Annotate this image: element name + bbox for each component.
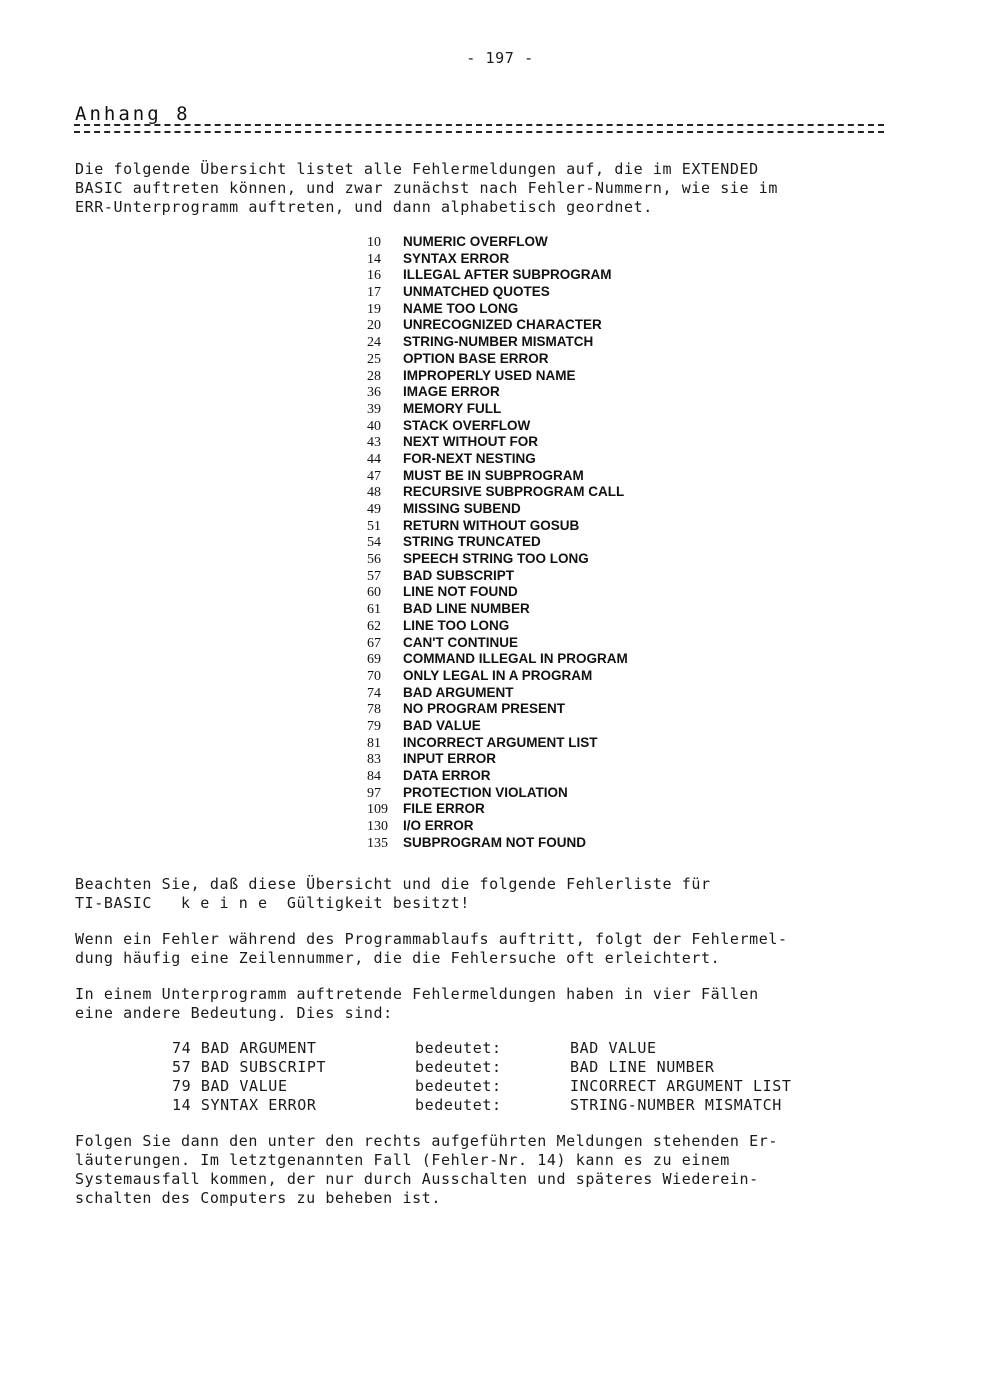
- error-code: 83: [367, 752, 381, 768]
- mapping-row: [172, 1039, 792, 1058]
- mapping-original: 74 BAD ARGUMENT: [172, 1039, 317, 1057]
- subprogram-mapping-table: [172, 1039, 792, 1115]
- error-message: INCORRECT ARGUMENT LIST: [403, 734, 598, 750]
- error-message: STRING TRUNCATED: [403, 534, 541, 550]
- error-message: CAN'T CONTINUE: [403, 634, 518, 650]
- error-list-item: [367, 251, 628, 268]
- error-list-item: [367, 267, 628, 284]
- error-message: ONLY LEGAL IN A PROGRAM: [403, 667, 593, 683]
- followup-line: schalten des Computers zu beheben ist.: [75, 1189, 441, 1207]
- error-message: UNRECOGNIZED CHARACTER: [403, 317, 602, 333]
- error-list-item: [367, 584, 628, 601]
- error-code: 67: [367, 635, 381, 651]
- error-message: BAD VALUE: [403, 717, 481, 733]
- error-code: 79: [367, 718, 381, 734]
- error-message: NEXT WITHOUT FOR: [403, 434, 538, 450]
- error-message: OPTION BASE ERROR: [403, 350, 549, 366]
- mapping-original: 57 BAD SUBSCRIPT: [172, 1058, 327, 1076]
- intro-line: Die folgende Übersicht listet alle Fehlermeldungen auf, die im EXTENDED: [75, 160, 759, 178]
- error-code: 70: [367, 668, 381, 684]
- error-code: 69: [367, 652, 381, 668]
- error-code: 56: [367, 552, 381, 568]
- error-list-item: [367, 551, 628, 568]
- error-code: 43: [367, 435, 381, 451]
- error-message: I/O ERROR: [403, 818, 474, 834]
- error-message: COMMAND ILLEGAL IN PROGRAM: [403, 651, 628, 667]
- error-list-item: [367, 601, 628, 618]
- section-heading: Anhang 8: [75, 103, 191, 125]
- error-code: 130: [367, 819, 388, 835]
- error-list-item: [367, 501, 628, 518]
- subprog-line: eine andere Bedeutung. Dies sind:: [75, 1004, 393, 1022]
- error-list-item: [367, 284, 628, 301]
- error-list-item: [367, 801, 628, 818]
- error-list-item: [367, 401, 628, 418]
- error-message: STACK OVERFLOW: [403, 417, 531, 433]
- error-list-item: [367, 718, 628, 735]
- error-list-item: [367, 785, 628, 802]
- error-message: MEMORY FULL: [403, 400, 502, 416]
- error-code: 14: [367, 251, 381, 267]
- error-code: 84: [367, 769, 381, 784]
- error-list-item: [367, 368, 628, 385]
- error-list-item: [367, 835, 628, 852]
- page-number: - 197 -: [466, 49, 534, 67]
- line-number-paragraph: [75, 930, 905, 968]
- error-code: 48: [367, 485, 381, 501]
- error-code: 36: [367, 385, 381, 401]
- error-list-item: [367, 418, 628, 435]
- followup-line: Folgen Sie dann den unter den rechts aufgeführten Meldungen stehenden Er-: [75, 1132, 779, 1150]
- mapping-verb: bedeutet:: [415, 1058, 502, 1076]
- error-code: 17: [367, 285, 381, 301]
- error-message: MUST BE IN SUBPROGRAM: [403, 467, 584, 483]
- error-code: 24: [367, 335, 381, 351]
- error-message: INPUT ERROR: [403, 751, 497, 767]
- error-code: 10: [367, 235, 381, 250]
- error-message: NAME TOO LONG: [403, 300, 519, 316]
- error-message: ILLEGAL AFTER SUBPROGRAM: [403, 267, 612, 283]
- error-code: 135: [367, 835, 388, 851]
- error-list-item: [367, 685, 628, 702]
- error-list-item: [367, 301, 628, 318]
- error-message: FILE ERROR: [403, 801, 485, 817]
- error-code: 97: [367, 785, 381, 801]
- error-list-item: [367, 351, 628, 368]
- error-list-item: [367, 768, 628, 785]
- mapping-verb: bedeutet:: [415, 1039, 502, 1057]
- error-message: FOR-NEXT NESTING: [403, 450, 536, 466]
- error-code: 54: [367, 535, 381, 551]
- error-message: BAD LINE NUMBER: [403, 601, 530, 617]
- error-list-item: [367, 651, 628, 668]
- error-list-item: [367, 818, 628, 835]
- error-message: LINE NOT FOUND: [403, 584, 518, 600]
- error-list-item: [367, 635, 628, 652]
- error-message: IMPROPERLY USED NAME: [403, 367, 576, 383]
- error-code: 28: [367, 368, 381, 384]
- error-message: PROTECTION VIOLATION: [403, 784, 568, 800]
- subprog-line: In einem Unterprogramm auftretende Fehlermeldungen haben in vier Fällen: [75, 985, 759, 1003]
- error-list-item: [367, 735, 628, 752]
- error-list-item: [367, 468, 628, 485]
- error-code: 74: [367, 685, 381, 701]
- error-message: NO PROGRAM PRESENT: [403, 701, 566, 717]
- followup-line: läuterungen. Im letztgenannten Fall (Fehler-Nr. 14) kann es zu einem: [75, 1151, 730, 1169]
- error-list-item: [367, 668, 628, 685]
- error-code: 109: [367, 802, 388, 818]
- error-message: MISSING SUBEND: [403, 501, 521, 516]
- mapping-row: [172, 1096, 792, 1115]
- mapping-meaning: STRING-NUMBER MISMATCH: [570, 1096, 782, 1114]
- lineinfo-line: Wenn ein Fehler während des Programmablaufs auftritt, folgt der Fehlermel-: [75, 930, 788, 948]
- error-code: 47: [367, 468, 381, 484]
- mapping-row: [172, 1077, 792, 1096]
- error-list-item: [367, 701, 628, 718]
- error-message: NUMERIC OVERFLOW: [403, 234, 548, 249]
- error-list-item: [367, 484, 628, 501]
- error-code: 44: [367, 451, 381, 467]
- error-list-item: [367, 384, 628, 401]
- followup-line: Systemausfall kommen, der nur durch Ausschalten und späteres Wiederein-: [75, 1170, 759, 1188]
- error-message: SPEECH STRING TOO LONG: [403, 551, 589, 567]
- error-list-item: [367, 568, 628, 585]
- error-code: 49: [367, 502, 381, 517]
- subprogram-paragraph: [75, 985, 905, 1023]
- mapping-meaning: INCORRECT ARGUMENT LIST: [570, 1077, 792, 1095]
- error-message: RETURN WITHOUT GOSUB: [403, 517, 580, 533]
- error-code: 16: [367, 268, 381, 284]
- followup-paragraph: [75, 1132, 905, 1208]
- error-code: 51: [367, 518, 381, 534]
- intro-paragraph: [75, 160, 905, 217]
- error-message: STRING-NUMBER MISMATCH: [403, 334, 594, 350]
- mapping-row: [172, 1058, 792, 1077]
- intro-line: BASIC auftreten können, und zwar zunächst nach Fehler-Nummern, wie sie im: [75, 179, 779, 197]
- mapping-original: 14 SYNTAX ERROR: [172, 1096, 317, 1114]
- note-line: Beachten Sie, daß diese Übersicht und die folgende Fehlerliste für: [75, 875, 711, 893]
- validity-note: [75, 875, 905, 913]
- error-list-item: [367, 518, 628, 535]
- heading-rule: [74, 124, 884, 133]
- error-code: 40: [367, 418, 381, 434]
- error-code: 61: [367, 602, 381, 618]
- error-code: 39: [367, 401, 381, 417]
- error-list-item: [367, 751, 628, 768]
- error-message: BAD ARGUMENT: [403, 684, 514, 700]
- lineinfo-line: dung häufig eine Zeilennummer, die die Fehlersuche oft erleichtert.: [75, 949, 721, 967]
- error-list-item: [367, 234, 628, 251]
- error-list-item: [367, 534, 628, 551]
- mapping-meaning: BAD VALUE: [570, 1039, 657, 1057]
- error-list-item: [367, 317, 628, 334]
- intro-line: ERR-Unterprogramm auftreten, und dann alphabetisch geordnet.: [75, 198, 653, 216]
- error-code: 60: [367, 585, 381, 601]
- note-line: TI-BASIC k e i n e Gültigkeit besitzt!: [75, 894, 470, 912]
- mapping-verb: bedeutet:: [415, 1096, 502, 1114]
- error-message: RECURSIVE SUBPROGRAM CALL: [403, 484, 625, 500]
- error-list-item: [367, 334, 628, 351]
- error-code: 78: [367, 702, 381, 718]
- mapping-original: 79 BAD VALUE: [172, 1077, 288, 1095]
- error-code: 62: [367, 618, 381, 634]
- error-message: UNMATCHED QUOTES: [403, 284, 550, 300]
- error-message: DATA ERROR: [403, 768, 491, 783]
- error-list-item: [367, 434, 628, 451]
- error-code: 57: [367, 568, 381, 584]
- error-code-list: [367, 234, 628, 851]
- mapping-meaning: BAD LINE NUMBER: [570, 1058, 715, 1076]
- error-list-item: [367, 618, 628, 635]
- error-message: BAD SUBSCRIPT: [403, 567, 515, 583]
- error-message: SUBPROGRAM NOT FOUND: [403, 834, 586, 850]
- error-message: LINE TOO LONG: [403, 617, 510, 633]
- error-code: 20: [367, 318, 381, 334]
- error-code: 81: [367, 735, 381, 751]
- error-code: 19: [367, 301, 381, 317]
- error-message: SYNTAX ERROR: [403, 250, 510, 266]
- error-list-item: [367, 451, 628, 468]
- error-message: IMAGE ERROR: [403, 384, 500, 400]
- mapping-verb: bedeutet:: [415, 1077, 502, 1095]
- error-code: 25: [367, 351, 381, 367]
